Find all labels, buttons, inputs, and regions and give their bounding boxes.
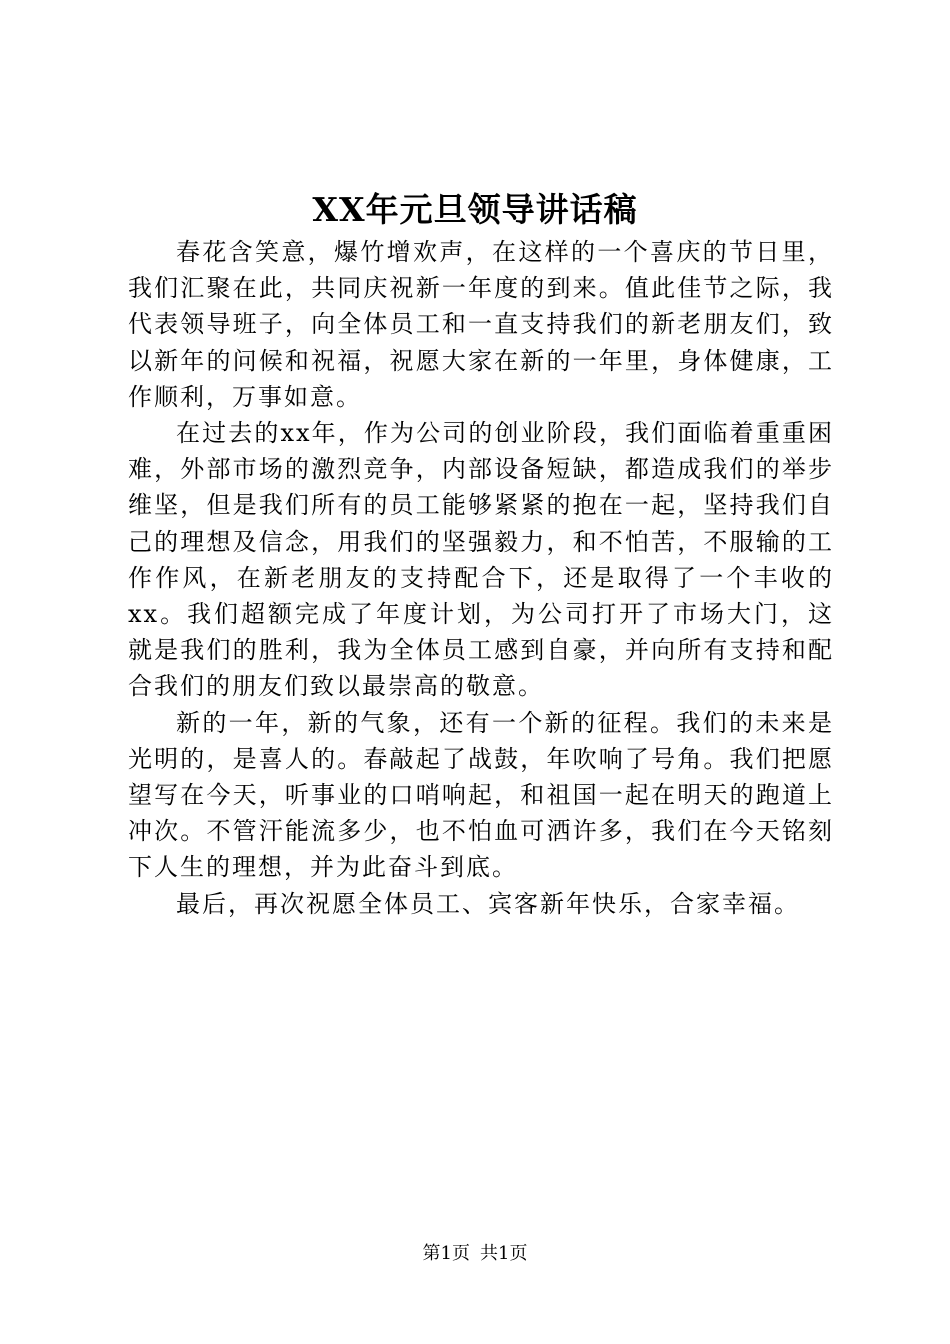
paragraph-2: 在过去的xx年，作为公司的创业阶段，我们面临着重重困难，外部市场的激烈竞争，内部设备短缺，都造成我们的举步维坚，但是我们所有的员工能够紧紧的抱在一起，坚持我们自己的理想及信念，用我们的坚强毅力，和不怕苦，不服输的工作作风，在新老朋友的支持配合下，还是取得了一个丰收的xx。我们超额完成了年度计划，为公司打开了市场大门，这就是我们的胜利，我为全体员工感到自豪，并向所有支持和配合我们的朋友们致以最崇高的敬意。: [128, 419, 834, 701]
page-footer: [0, 1242, 950, 1266]
document-title: XX年元旦领导讲话稿: [312, 190, 638, 229]
paragraph-4: 最后，再次祝愿全体员工、宾客新年快乐，合家幸福。: [176, 889, 800, 918]
paragraph-1: 春花含笑意，爆竹增欢声，在这样的一个喜庆的节日里，我们汇聚在此，共同庆祝新一年度的到来。值此佳节之际，我代表领导班子，向全体员工和一直支持我们的新老朋友们，致以新年的问候和祝福，祝愿大家在新的一年里，身体健康，工作顺利，万事如意。: [128, 238, 834, 411]
page-total: 共1页: [480, 1243, 528, 1264]
paragraph-3: 新的一年，新的气象，还有一个新的征程。我们的未来是光明的，是喜人的。春敲起了战鼓，年吹响了号角。我们把愿望写在今天，听事业的口哨响起，和祖国一起在明天的跑道上冲次。不管汗能流多少，也不怕血可洒许多，我们在今天铭刻下人生的理想，并为此奋斗到底。: [128, 708, 834, 882]
document-body: [128, 234, 834, 922]
page-number: 第1页: [422, 1243, 470, 1264]
